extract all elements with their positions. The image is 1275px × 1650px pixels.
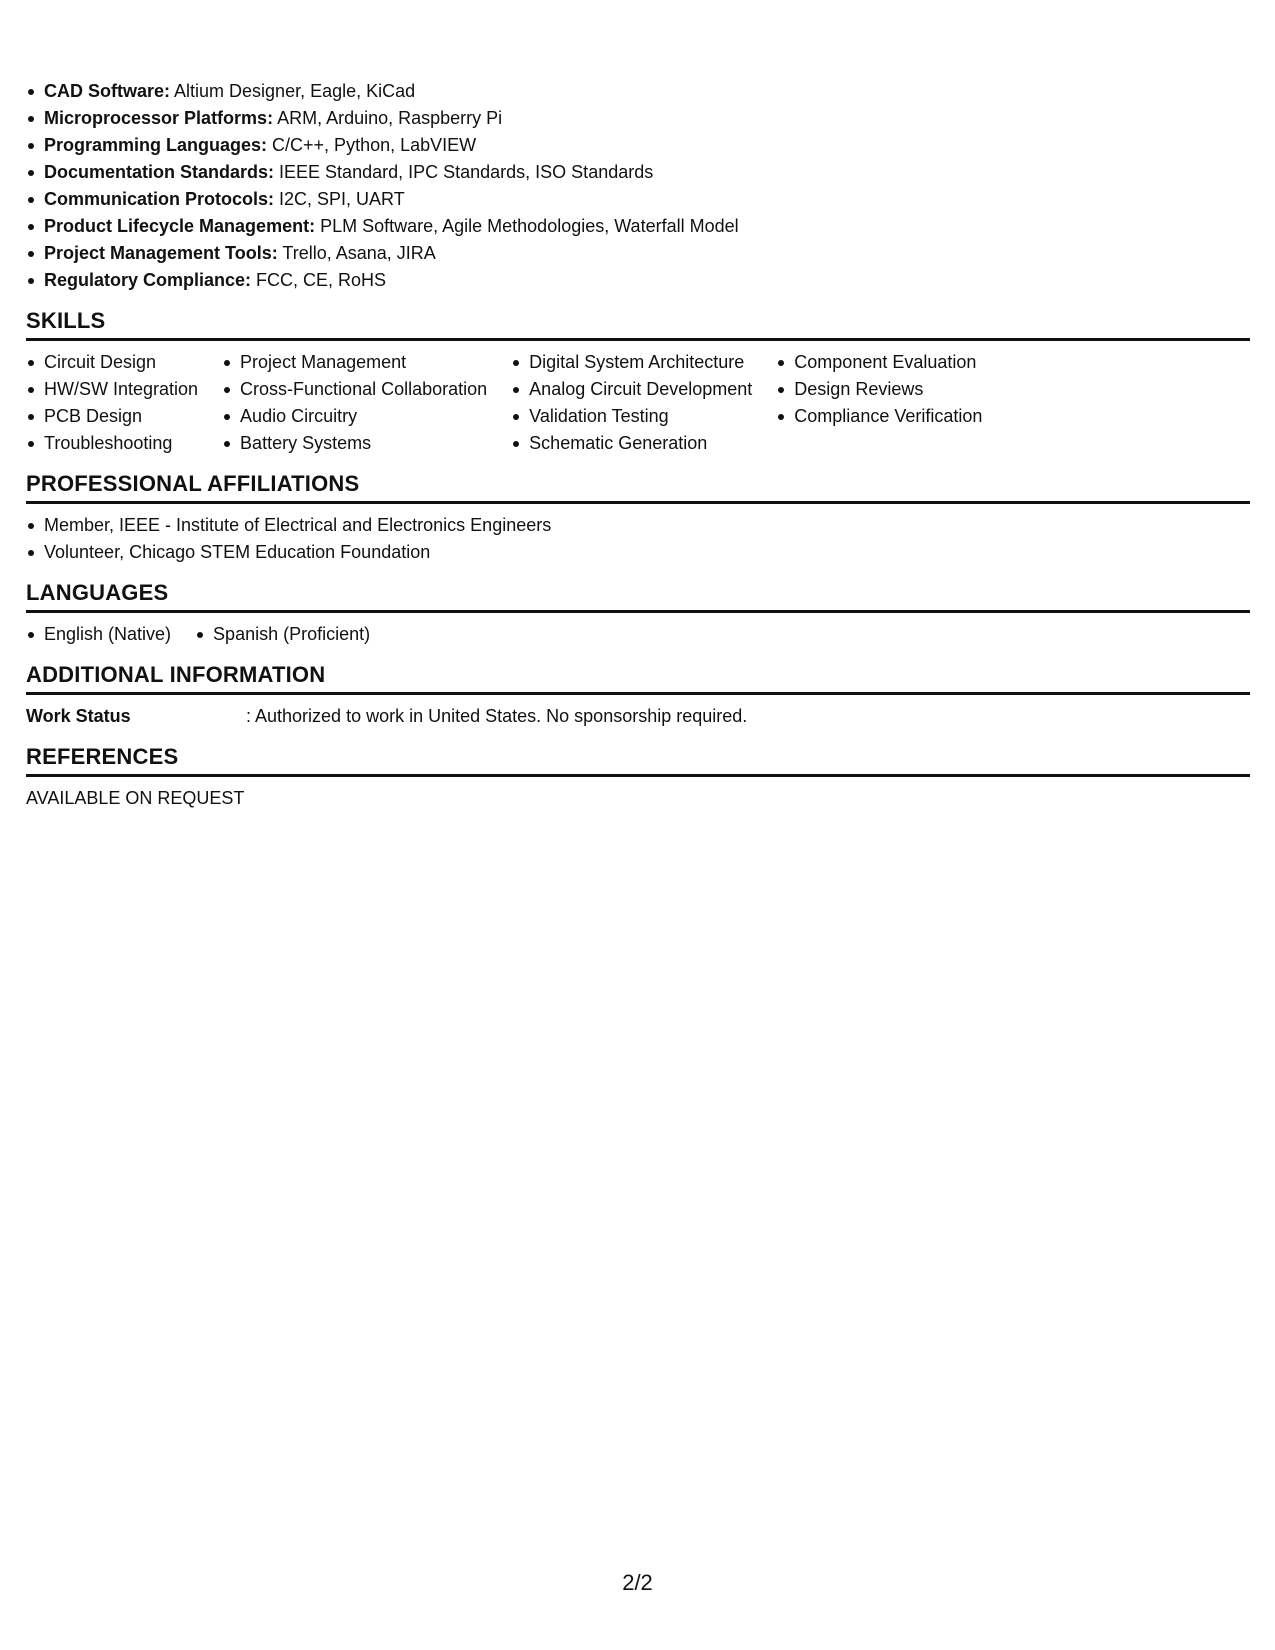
tech-value: IEEE Standard, IPC Standards, ISO Standards [274,162,654,182]
list-item [26,267,1250,294]
tech-label: Communication Protocols: [44,189,275,209]
tech-label: CAD Software: [44,81,171,101]
list-item: Member, IEEE - Institute of Electrical and Electronics Engineers [26,512,1250,539]
page-number: 2/2 [622,1570,653,1595]
list-item: Analog Circuit Development [511,376,752,403]
tech-value: Altium Designer, Eagle, KiCad [170,81,416,101]
list-item [26,78,1250,105]
list-item: Design Reviews [776,376,982,403]
list-item: Volunteer, Chicago STEM Education Foundation [26,539,1250,566]
skills-column-1 [26,349,198,457]
tech-value: PLM Software, Agile Methodologies, Waterfall Model [315,216,739,236]
list-item: Compliance Verification [776,403,982,430]
list-item: Digital System Architecture [511,349,752,376]
skills-column-4 [776,349,982,457]
list-item: Battery Systems [222,430,487,457]
section-title-additional-info: ADDITIONAL INFORMATION [26,662,1250,695]
languages-list [26,621,1250,648]
additional-info-section [26,662,1250,730]
list-item: Project Management [222,349,487,376]
section-title-references: REFERENCES [26,744,1250,777]
tech-label: Microprocessor Platforms: [44,108,274,128]
work-status-label: Work Status [26,706,131,726]
list-item [26,240,1250,267]
tech-value: I2C, SPI, UART [274,189,405,209]
tech-label: Programming Languages: [44,135,268,155]
skills-column-2 [222,349,487,457]
section-title-affiliations: PROFESSIONAL AFFILIATIONS [26,471,1250,504]
list-item: Cross-Functional Collaboration [222,376,487,403]
list-item: Validation Testing [511,403,752,430]
references-section [26,744,1250,812]
affiliations-section [26,471,1250,566]
section-title-skills: SKILLS [26,308,1250,341]
list-item [26,105,1250,132]
skills-grid [26,349,1250,457]
tech-value: ARM, Arduino, Raspberry Pi [273,108,503,128]
tech-label: Product Lifecycle Management: [44,216,316,236]
list-item: HW/SW Integration [26,376,198,403]
list-item: Troubleshooting [26,430,198,457]
skills-section [26,308,1250,457]
references-text: AVAILABLE ON REQUEST [26,788,245,808]
list-item [26,213,1250,240]
affiliations-list [26,512,1250,566]
skills-column-3 [511,349,752,457]
work-status-row [26,703,1250,730]
tech-value: C/C++, Python, LabVIEW [267,135,477,155]
list-item: Audio Circuitry [222,403,487,430]
tech-label: Documentation Standards: [44,162,275,182]
list-item [26,186,1250,213]
list-item: Schematic Generation [511,430,752,457]
list-item: Spanish (Proficient) [195,621,370,648]
list-item [26,132,1250,159]
work-status-value: : Authorized to work in United States. No sponsorship required. [246,706,748,726]
resume-page [26,78,1250,826]
list-item: Component Evaluation [776,349,982,376]
list-item [26,159,1250,186]
tech-label: Project Management Tools: [44,243,278,263]
languages-section [26,580,1250,648]
technical-skills-list [26,78,1250,294]
tech-label: Regulatory Compliance: [44,270,252,290]
list-item: English (Native) [26,621,171,648]
list-item: Circuit Design [26,349,198,376]
tech-value: Trello, Asana, JIRA [277,243,436,263]
list-item: PCB Design [26,403,198,430]
tech-value: FCC, CE, RoHS [251,270,387,290]
section-title-languages: LANGUAGES [26,580,1250,613]
